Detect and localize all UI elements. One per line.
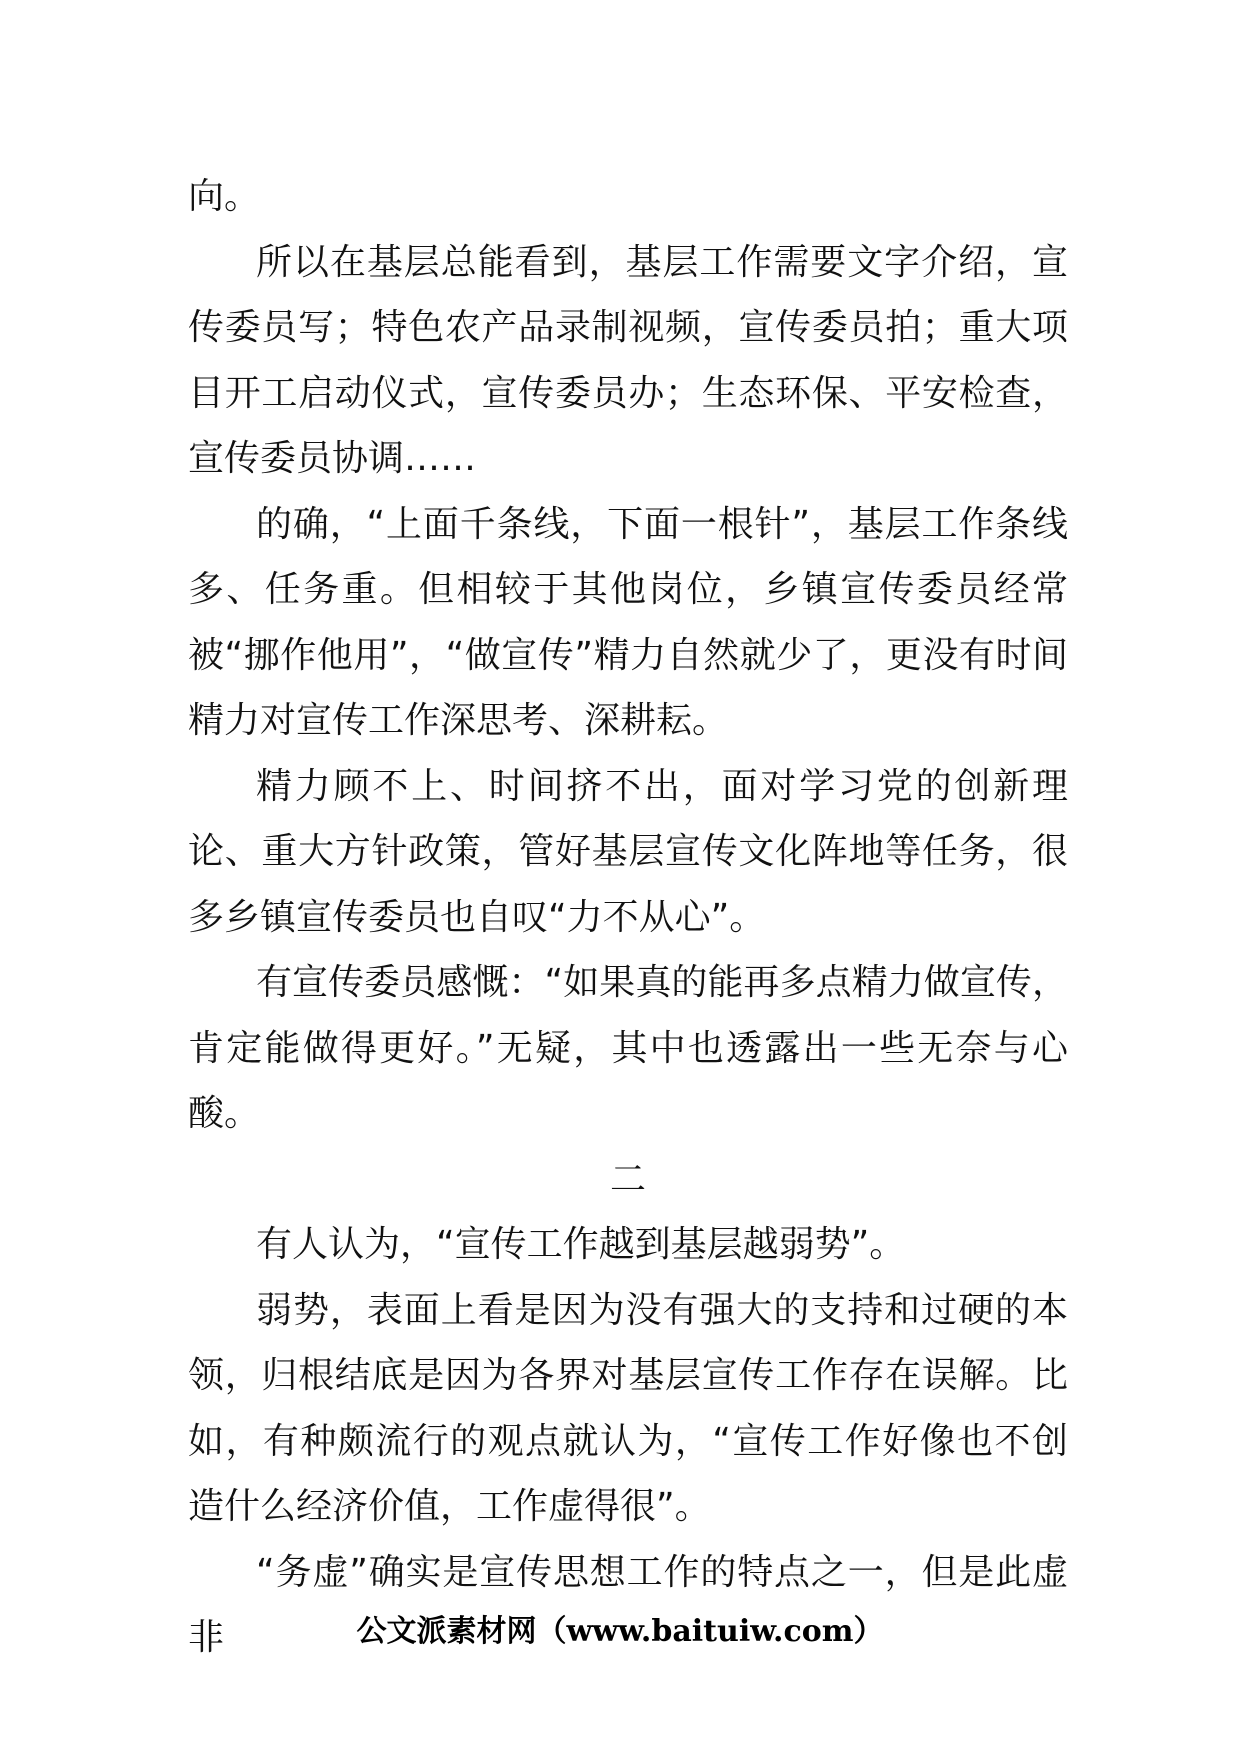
section-heading: 二	[609, 1158, 646, 1200]
document-body	[188, 164, 1068, 1671]
paragraph: 有宣传委员感慨：“如果真的能再多点精力做宣传，肯定能做得更好。”无疑，其中也透露出一些无奈与心酸。	[188, 962, 1068, 1134]
paragraph: 精力顾不上、时间挤不出，面对学习党的创新理论、重大方针政策，管好基层宣传文化阵地等任务，很多乡镇宣传委员也自叹“力不从心”。	[188, 765, 1068, 938]
footer-watermark: 公文派素材网（www.baituiw.com）	[356, 1614, 884, 1649]
paragraph: “务虚”确实是宣传思想工作的特点之一，但是此虚非	[188, 1551, 1068, 1658]
paragraph: 弱势，表面上看是因为没有强大的支持和过硬的本领，归根结底是因为各界对基层宣传工作存在误解。比如，有种颇流行的观点就认为，“宣传工作好像也不创造什么经济价值，工作虚得很”。	[188, 1289, 1068, 1527]
paragraph: 向。	[188, 176, 261, 217]
paragraph: 的确，“上面千条线，下面一根针”，基层工作条线多、任务重。但相较于其他岗位，乡镇宣传委员经常被“挪作他用”，“做宣传”精力自然就少了，更没有时间精力对宣传工作深思考、深耕耘。	[188, 503, 1068, 741]
paragraph: 有人认为，“宣传工作越到基层越弱势”。	[256, 1224, 906, 1265]
paragraph: 所以在基层总能看到，基层工作需要文字介绍，宣传委员写；特色农产品录制视频，宣传委员拍；重大项目开工启动仪式，宣传委员办；生态环保、平安检查，宣传委员协调……	[188, 241, 1068, 479]
